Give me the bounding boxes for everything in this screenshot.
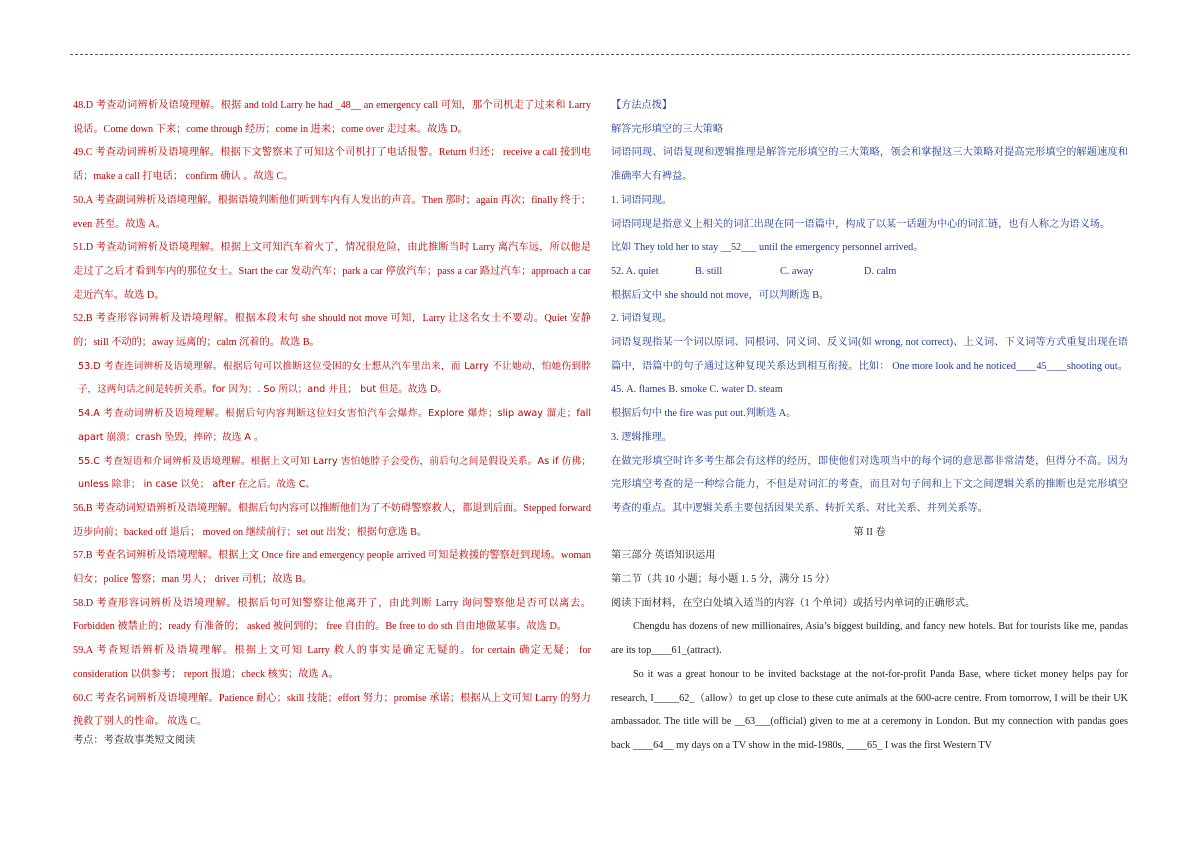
explanation-48: 48.D 考查动词辨析及语境理解。根据 and told Larry he had _48__ an emergency call 可知，那个司机走了过来和 Larry 说话。Come down 下来；come through 经历；come in 进来；come over 走过来。故选 D。: [73, 100, 591, 135]
passage-paragraph-1: Chengdu has dozens of new millionaires, Asia’s biggest building, and fancy new hotels. But for tourists like me, pandas are its top____61_(attract).: [611, 621, 1128, 657]
explanation-49: 49.C 考查动词辨析及语境理解。根据下文警察来了可知这个司机打了电话报警。Return 归还； receive a call 接到电话；make a call 打电话； confirm 确认 。故选 C。: [73, 147, 591, 183]
explanation-53: 53.D 考查连词辨析及语境理解。根据后句可以推断这位受困的女士想从汽车里出来，而 Larry 不让她动，怕她伤到脖子，这两句话之间是转折关系。for 因为；. So 所以；and 并且； but 但是。故选 D。: [78, 360, 591, 396]
explanation-54: 54.A 考查动词辨析及语境理解。根据后句内容判断这位妇女害怕汽车会爆炸。Explore 爆炸；slip away 溜走；fall apart 崩溃；crash 坠毁，摔碎；故选 A 。: [78, 408, 591, 443]
explanation-51: 51.D 考查动词辨析及语境理解。根据上文可知汽车着火了，情况很危险，由此推断当时 Larry 离汽车远，所以他是走过了之后才看到车内的那位女士。Start the car 发动汽车；park a car 停放汽车；pass a car 路过汽车；approach a car 走近汽车。故选 D。: [73, 242, 591, 301]
explanation-57: 57.B 考查名词辨析及语境理解。根据上文 Once fire and emergency people arrived 可知是救援的警察赶到现场。woman 妇女；police 警察；man 男人； driver 司机；故选 B。: [73, 550, 591, 586]
option-d: D. calm: [864, 265, 897, 277]
exam-point-note: 考点：考查故事类短文阅读: [73, 734, 196, 746]
explanation-56: 56.B 考查动词短语辨析及语境理解。根据后句内容可以推断他们为了不妨碍警察救人，都退到后面。Stepped forward 迈步向前；backed off 退后； moved on 继续前行；set out 出发；根据句意选 B。: [73, 502, 591, 538]
strategy-1-example: 比如 They told her to stay __52___ until the emergency personnel arrived。: [611, 242, 924, 254]
page-top-rule: [70, 54, 1130, 55]
option-c: C. away: [780, 265, 814, 277]
strategy-1-title: 1. 词语同现。: [611, 194, 673, 206]
method-intro: 词语同现、词语复现和逻辑推理是解答完形填空的三大策略，领会和掌握这三大策略对提高完形填空的解题速度和准确率大有裨益。: [611, 147, 1128, 183]
strategy-3-text: 在做完形填空时许多考生都会有这样的经历，即使他们对选项当中的每个词的意思都非常清楚，但得分不高。因为完形填空考查的是一种综合能力，不但是对词汇的考查，而且对句子间和上下文之间逻辑关系的推断也是完形填空考查的重点。其中逻辑关系主要包括因果关系、转折关系、对比关系、并列关系等。: [611, 455, 1128, 514]
method-subheading: 解答完形填空的三大策略: [611, 123, 724, 135]
strategy-2-text: 词语复现指某一个词以原词、同根词、同义词、反义词(如 wrong, not correct)、上义词、下义词等方式重复出现在语篇中，语篇中的句子通过这种复现关系达到相互衔接。比如： One more look and he noticed____45____shooting out。45. A. flames B. smoke C. water D. steam: [611, 337, 1128, 396]
strategy-3-title: 3. 逻辑推理。: [611, 431, 673, 443]
method-heading: 【方法点拨】: [611, 100, 673, 111]
explanation-55: 55.C 考查短语和介词辨析及语境理解。根据上文可知 Larry 害怕她脖子会受伤，前后句之间是假设关系。As if 仿佛；unless 除非； in case 以免； after 在之后。故选 C。: [78, 455, 591, 491]
option-a: 52. A. quiet: [611, 265, 659, 277]
explanation-59: 59.A 考查短语辨析及语境理解。根据上文可知 Larry 救人的事实是确定无疑的。for certain 确定无疑； for consideration 以供参考； report 报道；check 核实；故选 A。: [73, 645, 591, 680]
passage-paragraph-2: So it was a great honour to be invited backstage at the not-for-profit Panda Base, where ticket money helps pay for research, I_____62_（allow）to get up close to these cute animals at the 600-acre centre. From tomorrow, I will be their UK ambassador. The title will be __63___(official) given to me at a ceremony in London. But my connection with pandas goes back ____64__ my days on a TV show in the mid-1980s, ____65_ I was the first Western TV: [611, 668, 1128, 751]
strategy-2-answer: 根据后句中 the fire was put out.判断选 A。: [611, 408, 797, 420]
explanation-50: 50.A 考查副词辨析及语境理解。根据语境判断他们听到车内有人发出的声音。Then 那时；again 再次；finally 终于；even 甚至。故选 A。: [73, 194, 591, 230]
instruction-text: 阅读下面材料，在空白处填入适当的内容（1 个单词）或括号内单词的正确形式。: [611, 597, 976, 609]
strategy-1-options: [611, 260, 1128, 284]
strategy-1-answer: 根据后文中 she should not move，可以判断选 B。: [611, 289, 830, 301]
option-b: B. still: [695, 265, 723, 277]
strategy-2-title: 2. 词语复现。: [611, 313, 673, 325]
explanation-58: 58.D 考查形容词辨析及语境理解。根据后句可知警察让他离开了，由此判断 Larry 询问警察他是否可以离去。Forbidden 被禁止的；ready 有准备的； asked 被问到的； free 自由的。Be free to do sth 自由地做某事。故选 D。: [73, 597, 591, 633]
part-heading: 第三部分 英语知识运用: [611, 550, 716, 562]
section-heading: 第二节（共 10 小题；每小题 1. 5 分，满分 15 分）: [611, 574, 836, 586]
explanation-60: 60.C 考查名词辨析及语境理解。Patience 耐心；skill 技能；effort 努力；promise 承诺；根据从上文可知 Larry 的努力挽救了别人的性命。 故选 C。: [73, 692, 591, 728]
strategy-1-text: 词语同现是指意义上相关的词汇出现在同一语篇中，构成了以某一话题为中心的词汇链，也有人称之为语义场。: [611, 218, 1111, 230]
volume-heading: 第 II 卷: [853, 526, 886, 538]
method-and-section-column: [611, 94, 1128, 758]
answer-explanations-column: [73, 94, 591, 748]
explanation-52: 52.B 考查形容词辨析及语境理解。根据本段末句 she should not move 可知，Larry 让这名女士不要动。Quiet 安静的；still 不动的；away 远离的；calm 沉着的。故选 B。: [73, 313, 591, 349]
